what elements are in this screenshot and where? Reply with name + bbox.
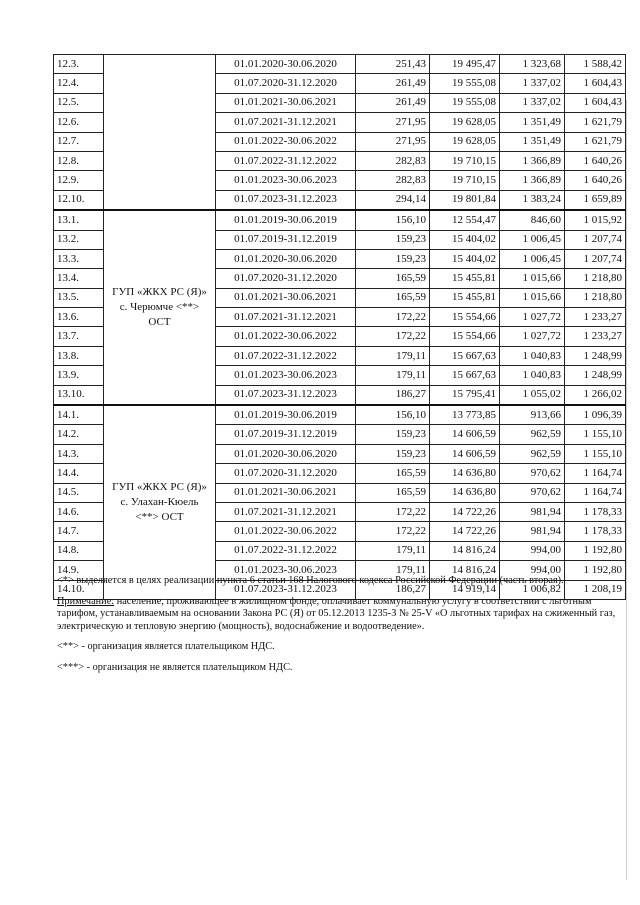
tariff-value-2: 19 710,15 xyxy=(430,151,500,170)
tariff-value-3: 1 351,49 xyxy=(500,132,565,151)
period-cell: 01.01.2023-30.06.2023 xyxy=(216,171,356,190)
table-row xyxy=(54,55,626,74)
tariff-value-1: 179,11 xyxy=(356,366,430,385)
tariff-table-body xyxy=(54,55,626,600)
tariff-value-3: 1 027,72 xyxy=(500,308,565,327)
tariff-value-3: 913,66 xyxy=(500,405,565,425)
tariff-value-1: 179,11 xyxy=(356,541,430,560)
tariff-value-4: 1 266,02 xyxy=(565,385,626,405)
row-number: 14.5. xyxy=(54,483,104,502)
tariff-value-4: 1 192,80 xyxy=(565,541,626,560)
org-org: ГУП «ЖКХ РС (Я)» xyxy=(112,286,207,299)
footnote-vat-nonpayer: <***> - организация не является плательщиком НДС. xyxy=(57,661,293,673)
org-type: ОСТ xyxy=(148,316,171,329)
tariff-value-3: 970,62 xyxy=(500,483,565,502)
org-type: <**> ОСТ xyxy=(135,510,184,523)
tariff-value-4: 1 248,99 xyxy=(565,346,626,365)
tariff-value-2: 14 636,80 xyxy=(430,464,500,483)
tariff-value-2: 19 495,47 xyxy=(430,55,500,74)
tariff-value-3: 994,00 xyxy=(500,541,565,560)
row-number: 14.9. xyxy=(54,561,104,580)
period-cell: 01.07.2020-31.12.2020 xyxy=(216,74,356,93)
tariff-table xyxy=(53,54,626,600)
org-cell-empty xyxy=(104,55,216,211)
tariff-value-1: 159,23 xyxy=(356,425,430,444)
tariff-value-4: 1 640,26 xyxy=(565,171,626,190)
row-number: 13.3. xyxy=(54,249,104,268)
tariff-value-1: 271,95 xyxy=(356,113,430,132)
period-cell: 01.07.2022-31.12.2022 xyxy=(216,541,356,560)
row-number: 12.5. xyxy=(54,93,104,112)
tariff-value-1: 179,11 xyxy=(356,346,430,365)
row-number: 13.6. xyxy=(54,308,104,327)
org-cell xyxy=(104,405,216,599)
period-cell: 01.01.2022-30.06.2022 xyxy=(216,522,356,541)
tariff-value-1: 159,23 xyxy=(356,444,430,463)
tariff-value-4: 1 015,92 xyxy=(565,210,626,230)
row-number: 14.6. xyxy=(54,502,104,521)
tariff-value-1: 282,83 xyxy=(356,171,430,190)
row-number: 13.9. xyxy=(54,366,104,385)
period-cell: 01.01.2020-30.06.2020 xyxy=(216,55,356,74)
tariff-value-2: 12 554,47 xyxy=(430,210,500,230)
tariff-value-2: 14 919,14 xyxy=(430,580,500,599)
tariff-value-3: 981,94 xyxy=(500,522,565,541)
tariff-value-4: 1 218,80 xyxy=(565,269,626,288)
tariff-value-4: 1 178,33 xyxy=(565,522,626,541)
tariff-value-2: 15 404,02 xyxy=(430,249,500,268)
row-number: 14.1. xyxy=(54,405,104,425)
period-cell: 01.01.2021-30.06.2021 xyxy=(216,483,356,502)
org-place: с. Черюмче <**> xyxy=(119,301,200,314)
tariff-value-4: 1 604,43 xyxy=(565,74,626,93)
tariff-value-2: 15 455,81 xyxy=(430,269,500,288)
tariff-value-2: 19 628,05 xyxy=(430,132,500,151)
tariff-value-2: 19 628,05 xyxy=(430,113,500,132)
tariff-value-3: 1 006,45 xyxy=(500,230,565,249)
tariff-value-1: 159,23 xyxy=(356,230,430,249)
tariff-value-2: 14 816,24 xyxy=(430,561,500,580)
tariff-value-1: 261,49 xyxy=(356,93,430,112)
footnote-remark xyxy=(57,596,622,634)
row-number: 13.2. xyxy=(54,230,104,249)
period-cell: 01.07.2020-31.12.2020 xyxy=(216,269,356,288)
tariff-value-4: 1 604,43 xyxy=(565,93,626,112)
row-number: 14.7. xyxy=(54,522,104,541)
period-cell: 01.07.2023-31.12.2023 xyxy=(216,580,356,599)
tariff-value-1: 282,83 xyxy=(356,151,430,170)
tariff-value-3: 1 027,72 xyxy=(500,327,565,346)
tariff-value-2: 14 636,80 xyxy=(430,483,500,502)
tariff-value-4: 1 248,99 xyxy=(565,366,626,385)
footnotes xyxy=(57,575,622,683)
tariff-value-4: 1 164,74 xyxy=(565,483,626,502)
tariff-value-1: 165,59 xyxy=(356,483,430,502)
row-number: 12.6. xyxy=(54,113,104,132)
org-cell xyxy=(104,210,216,405)
tariff-value-3: 981,94 xyxy=(500,502,565,521)
period-cell: 01.01.2022-30.06.2022 xyxy=(216,132,356,151)
period-cell: 01.01.2023-30.06.2023 xyxy=(216,366,356,385)
tariff-value-3: 962,59 xyxy=(500,425,565,444)
footnote-vat-star: <*> выделяется в целях реализации пункта 6 статьи 168 Налогового кодекса Российской Федерации (часть вторая). xyxy=(57,575,564,586)
tariff-value-1: 186,27 xyxy=(356,580,430,599)
tariff-value-1: 294,14 xyxy=(356,190,430,210)
tariff-value-1: 159,23 xyxy=(356,249,430,268)
tariff-value-4: 1 588,42 xyxy=(565,55,626,74)
period-cell: 01.07.2020-31.12.2020 xyxy=(216,464,356,483)
tariff-value-2: 15 795,41 xyxy=(430,385,500,405)
period-cell: 01.01.2023-30.06.2023 xyxy=(216,561,356,580)
tariff-value-3: 1 337,02 xyxy=(500,74,565,93)
tariff-value-1: 172,22 xyxy=(356,502,430,521)
tariff-value-4: 1 233,27 xyxy=(565,327,626,346)
tariff-value-2: 15 554,66 xyxy=(430,308,500,327)
period-cell: 01.01.2021-30.06.2021 xyxy=(216,288,356,307)
row-number: 13.7. xyxy=(54,327,104,346)
row-number: 12.3. xyxy=(54,55,104,74)
period-cell: 01.01.2021-30.06.2021 xyxy=(216,93,356,112)
table-row xyxy=(54,210,626,230)
period-cell: 01.07.2021-31.12.2021 xyxy=(216,308,356,327)
tariff-value-3: 1 040,83 xyxy=(500,346,565,365)
period-cell: 01.01.2019-30.06.2019 xyxy=(216,405,356,425)
row-number: 12.7. xyxy=(54,132,104,151)
tariff-value-2: 19 710,15 xyxy=(430,171,500,190)
tariff-value-1: 165,59 xyxy=(356,464,430,483)
tariff-value-1: 156,10 xyxy=(356,405,430,425)
tariff-value-3: 1 351,49 xyxy=(500,113,565,132)
tariff-value-2: 15 404,02 xyxy=(430,230,500,249)
tariff-value-2: 14 606,59 xyxy=(430,444,500,463)
row-number: 13.10. xyxy=(54,385,104,405)
row-number: 12.10. xyxy=(54,190,104,210)
tariff-value-3: 1 006,82 xyxy=(500,580,565,599)
tariff-value-3: 1 006,45 xyxy=(500,249,565,268)
tariff-value-1: 156,10 xyxy=(356,210,430,230)
tariff-value-4: 1 207,74 xyxy=(565,249,626,268)
tariff-value-2: 15 554,66 xyxy=(430,327,500,346)
row-number: 13.8. xyxy=(54,346,104,365)
table-row xyxy=(54,405,626,425)
tariff-value-1: 172,22 xyxy=(356,308,430,327)
tariff-value-2: 15 455,81 xyxy=(430,288,500,307)
row-number: 14.4. xyxy=(54,464,104,483)
row-number: 14.3. xyxy=(54,444,104,463)
tariff-value-4: 1 192,80 xyxy=(565,561,626,580)
footnote-vat-payer: <**> - организация является плательщиком НДС. xyxy=(57,641,275,653)
tariff-value-3: 962,59 xyxy=(500,444,565,463)
tariff-value-3: 1 323,68 xyxy=(500,55,565,74)
tariff-value-3: 1 040,83 xyxy=(500,366,565,385)
tariff-value-1: 165,59 xyxy=(356,269,430,288)
tariff-value-4: 1 218,80 xyxy=(565,288,626,307)
scan-edge-line xyxy=(626,100,627,880)
tariff-value-4: 1 640,26 xyxy=(565,151,626,170)
tariff-value-4: 1 096,39 xyxy=(565,405,626,425)
tariff-value-3: 994,00 xyxy=(500,561,565,580)
tariff-value-3: 1 055,02 xyxy=(500,385,565,405)
tariff-value-4: 1 621,79 xyxy=(565,132,626,151)
period-cell: 01.07.2023-31.12.2023 xyxy=(216,385,356,405)
tariff-value-4: 1 659,89 xyxy=(565,190,626,210)
tariff-value-1: 251,43 xyxy=(356,55,430,74)
tariff-value-2: 19 555,08 xyxy=(430,74,500,93)
tariff-value-1: 261,49 xyxy=(356,74,430,93)
row-number: 14.10. xyxy=(54,580,104,599)
tariff-value-3: 1 366,89 xyxy=(500,151,565,170)
tariff-value-3: 970,62 xyxy=(500,464,565,483)
tariff-value-3: 1 383,24 xyxy=(500,190,565,210)
period-cell: 01.07.2019-31.12.2019 xyxy=(216,230,356,249)
tariff-value-2: 13 773,85 xyxy=(430,405,500,425)
tariff-value-1: 186,27 xyxy=(356,385,430,405)
tariff-value-4: 1 164,74 xyxy=(565,464,626,483)
period-cell: 01.01.2020-30.06.2020 xyxy=(216,249,356,268)
tariff-value-2: 19 555,08 xyxy=(430,93,500,112)
tariff-value-2: 14 722,26 xyxy=(430,502,500,521)
tariff-value-4: 1 621,79 xyxy=(565,113,626,132)
tariff-value-4: 1 233,27 xyxy=(565,308,626,327)
row-number: 14.8. xyxy=(54,541,104,560)
tariff-value-2: 14 606,59 xyxy=(430,425,500,444)
tariff-value-3: 1 337,02 xyxy=(500,93,565,112)
row-number: 12.8. xyxy=(54,151,104,170)
tariff-value-3: 1 366,89 xyxy=(500,171,565,190)
period-cell: 01.07.2021-31.12.2021 xyxy=(216,502,356,521)
row-number: 12.9. xyxy=(54,171,104,190)
tariff-value-3: 1 015,66 xyxy=(500,269,565,288)
row-number: 14.2. xyxy=(54,425,104,444)
period-cell: 01.07.2022-31.12.2022 xyxy=(216,151,356,170)
remark-text: население, проживающее в жилищном фонде, оплачивает коммунальную услугу в соответствии с льготным тарифом, устанавливаемым на основании Закона РС (Я) от 05.12.2013 1235-З № 25-V «О льготных тарифах на сжиженный газ, электрическую и тепловую энергию (мощность), водоснабжение и водоотведение». xyxy=(57,595,616,632)
org-org: ГУП «ЖКХ РС (Я)» xyxy=(112,480,207,493)
tariff-value-3: 846,60 xyxy=(500,210,565,230)
tariff-value-2: 15 667,63 xyxy=(430,346,500,365)
tariff-value-1: 271,95 xyxy=(356,132,430,151)
tariff-value-1: 165,59 xyxy=(356,288,430,307)
period-cell: 01.07.2023-31.12.2023 xyxy=(216,190,356,210)
tariff-value-1: 172,22 xyxy=(356,327,430,346)
tariff-value-4: 1 155,10 xyxy=(565,444,626,463)
tariff-value-2: 19 801,84 xyxy=(430,190,500,210)
row-number: 12.4. xyxy=(54,74,104,93)
row-number: 13.4. xyxy=(54,269,104,288)
period-cell: 01.07.2019-31.12.2019 xyxy=(216,425,356,444)
tariff-value-2: 14 816,24 xyxy=(430,541,500,560)
tariff-value-4: 1 207,74 xyxy=(565,230,626,249)
tariff-value-3: 1 015,66 xyxy=(500,288,565,307)
tariff-value-1: 179,11 xyxy=(356,561,430,580)
tariff-value-2: 15 667,63 xyxy=(430,366,500,385)
tariff-value-4: 1 155,10 xyxy=(565,425,626,444)
period-cell: 01.01.2019-30.06.2019 xyxy=(216,210,356,230)
org-place: с. Улахан-Кюель xyxy=(120,495,199,508)
tariff-value-4: 1 208,19 xyxy=(565,580,626,599)
remark-label: Примечание: xyxy=(57,595,115,607)
tariff-value-4: 1 178,33 xyxy=(565,502,626,521)
period-cell: 01.07.2021-31.12.2021 xyxy=(216,113,356,132)
row-number: 13.1. xyxy=(54,210,104,230)
period-cell: 01.01.2022-30.06.2022 xyxy=(216,327,356,346)
row-number: 13.5. xyxy=(54,288,104,307)
tariff-value-2: 14 722,26 xyxy=(430,522,500,541)
period-cell: 01.01.2020-30.06.2020 xyxy=(216,444,356,463)
period-cell: 01.07.2022-31.12.2022 xyxy=(216,346,356,365)
tariff-value-1: 172,22 xyxy=(356,522,430,541)
